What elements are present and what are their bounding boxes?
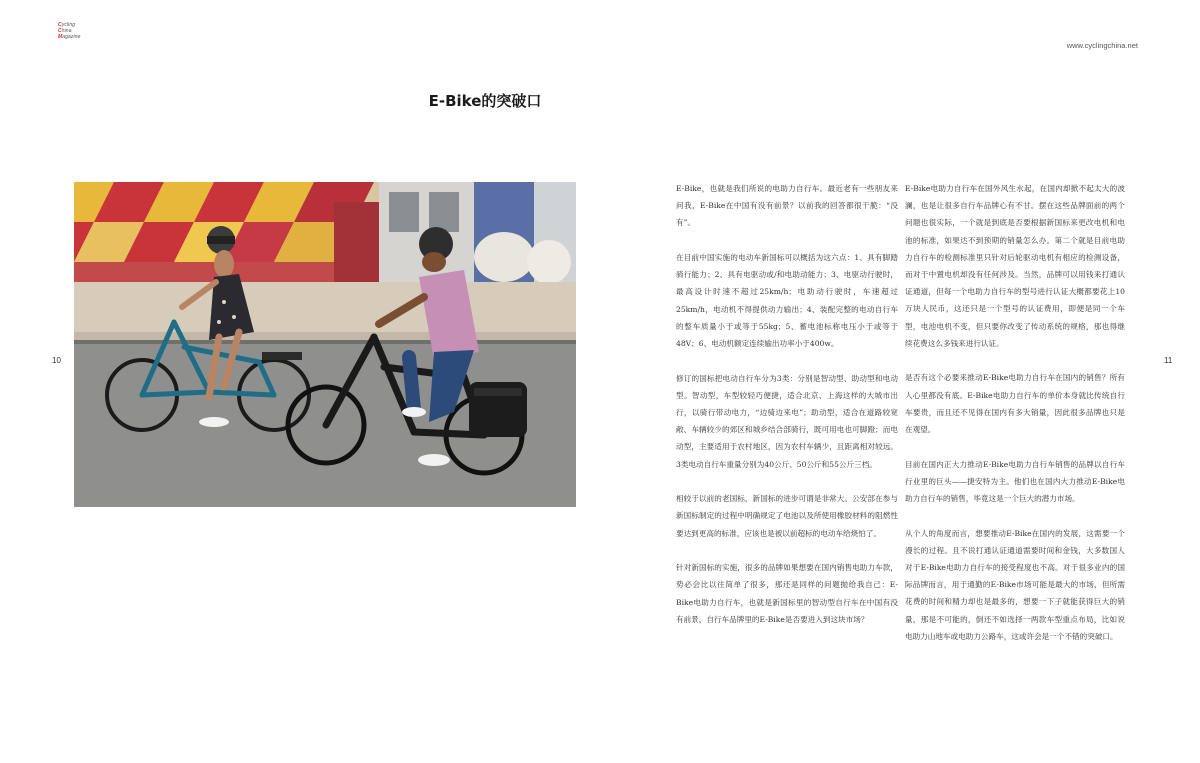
page-title: E-Bike的突破口	[428, 92, 542, 110]
paragraph: 目前在国内正大力推动E-Bike电助力自行车销售的品牌以自行车行业里的巨头——捷安特为主。他们也在国内大力推动E-Bike电助力自行车的销售，毕竟这是一个巨大的潜力市场。	[905, 459, 1125, 504]
paragraph: 在目前中国实施的电动车新国标可以概括为这六点：1、具有脚踏骑行能力；2、具有电驱动或/和电助动能力；3、电驱动行驶时，最高设计时速不超过25km/h；电助动行驶时，车速超过25km/h，电动机不得提供动力输出；4、装配完整的电动自行车的整车质量小于或等于55kg；5、蓄电池标称电压小于或等于48V；6、电动机额定连续输出功率小于400w。	[676, 253, 898, 349]
article-column-right	[905, 180, 1125, 662]
logo-line-2: China	[58, 28, 72, 34]
paragraph: 修订的国标把电动自行车分为3类：分别是智动型、助动型和电动型。智动型，车型较轻巧便捷，适合北京、上海这样的大城市出行，以骑行带动电力，“边骑边来电”；助动型，适合在道路较宽敞、车辆较少的郊区和城乡结合部骑行，既可用电也可脚蹬；而电动型，主要适用于农村地区，因为农村车辆少，且距离相对较远。3类电动自行车重量分别为40公斤、50公斤和55公斤三档。	[676, 373, 898, 469]
e-bike-riders-photo	[74, 182, 576, 507]
page-number-left: 10	[52, 356, 61, 365]
logo-line-1: Cycling	[58, 22, 76, 28]
paragraph: E-Bike电助力自行车在国外风生水起，在国内却掀不起太大的波澜，也是让很多自行车品牌心有不甘。摆在这些品牌面前的两个问题也很实际，一个就是到底是否要根据新国标来更改电机和电池的标准，如果达不到预期的销量怎么办。第二个就是目前电助力自行车的检测标准里只针对后轮驱动电机有相应的检测设备，而对于中置电机却没有任何涉及。当然，品牌可以用钱来打通认证通道，但每一个电助力自行车的型号进行认证大概都要花上10万块人民币，这还只是一个型号的认证费用，即便是同一个车型，电池电机不变，但只要你改变了传动系统的规格，那也得继续花费这么多钱来进行认证。	[905, 184, 1125, 348]
page-number-right: 11	[1164, 356, 1173, 365]
magazine-logo	[58, 22, 98, 40]
paragraph: E-Bike，也就是我们所说的电助力自行车。最近老有一些朋友来问我，E-Bike在中国有没有前景？以前我的回答都很干脆：“没有”。	[676, 184, 898, 228]
paragraph: 是否有这个必要来推动E-Bike电助力自行车在国内的销售？所有人心里都没有底。E-Bike电助力自行车的单价本身就比传统自行车要贵，而且还不见得在国内有多大销量，因此很多品牌也只是在观望。	[905, 373, 1125, 435]
paragraph: 针对新国标的实施，很多的品牌如果想要在国内销售电助力车款，势必会比以往简单了很多，那还是同样的问题抛给我自己：E-Bike电助力自行车，也就是新国标里的智动型自行车在中国有没有前景，自行车品牌里的E-Bike是否要进入到这块市场？	[676, 563, 898, 624]
paragraph: 从个人的角度而言，想要推动E-Bike在国内的发展，这需要一个漫长的过程。且不说打通认证通道需要时间和金钱，大多数国人对于E-Bike电助力自行车的接受程度也不高。对于很多业内的国际品牌而言，用于通勤的E-Bike市场可能是最大的市场，但所需花费的时间和精力却也是最多的，想要一下子就能获得巨大的销量，那是不可能的，倒还不如选择一两款车型重点布局，比如说电助力山地车或电助力公路车，这或许会是一个不错的突破口。	[905, 528, 1125, 641]
article-column-left	[676, 180, 898, 645]
paragraph: 相较于以前的老国标，新国标的进步可谓是非常大。公安部在参与新国标制定的过程中明确规定了电池以及所使用橡胶材料的阻燃性要达到更高的标准，应该也是被以前超标的电动车给烧怕了。	[676, 494, 898, 538]
website-url[interactable]: www.cyclingchina.net	[1066, 41, 1138, 50]
logo-line-3: Magazine	[58, 34, 81, 40]
